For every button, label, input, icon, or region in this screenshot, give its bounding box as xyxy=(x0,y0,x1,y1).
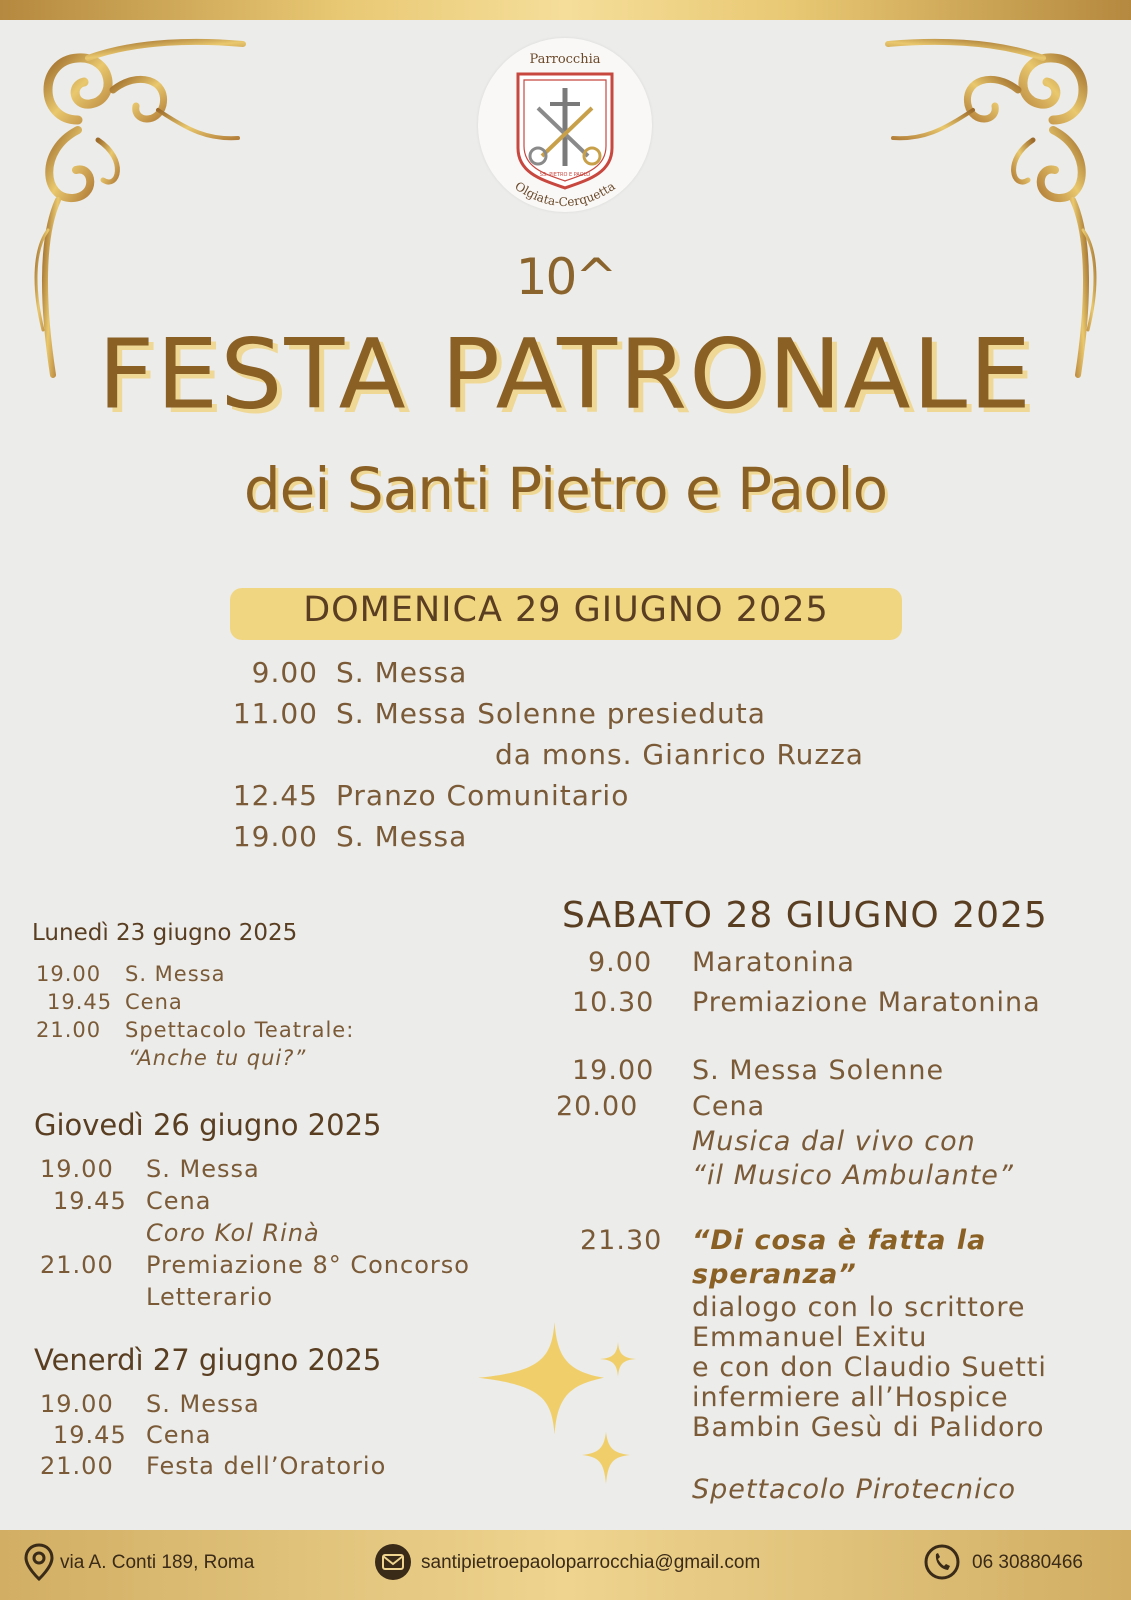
crossed-keys-icon xyxy=(478,38,652,212)
event-text: S. Messa xyxy=(146,1390,260,1418)
page-subtitle: dei Santi Pietro e Paolo xyxy=(243,455,888,523)
event-time: 10.30 xyxy=(572,987,655,1018)
event-text: S. Messa xyxy=(336,656,468,689)
event-time: 19.45 xyxy=(53,1187,127,1215)
footer-phone[interactable]: 06 30880466 xyxy=(972,1552,1083,1573)
event-time: 21.30 xyxy=(580,1225,663,1256)
footer-address: via A. Conti 189, Roma xyxy=(60,1552,255,1573)
event-text: S. Messa xyxy=(125,962,226,986)
event-line: Emmanuel Exitu xyxy=(692,1322,928,1353)
sparkle-icon xyxy=(478,1322,648,1490)
event-time: 20.00 xyxy=(556,1091,639,1122)
event-text: Pranzo Comunitario xyxy=(336,779,630,812)
event-text-continued: Letterario xyxy=(146,1283,274,1311)
envelope-icon xyxy=(374,1542,412,1582)
logo-bottom-text: Olgiata-Cerquetta xyxy=(512,178,618,210)
event-time: 21.00 xyxy=(40,1251,114,1279)
event-time: 11.00 xyxy=(232,697,318,730)
event-highlight-continued: speranza” xyxy=(692,1259,857,1290)
thursday-title: Giovedì 26 giugno 2025 xyxy=(34,1108,382,1142)
event-note: Musica dal vivo con xyxy=(692,1126,976,1157)
event-time: 19.00 xyxy=(36,962,102,986)
event-time: 19.45 xyxy=(47,990,113,1014)
event-time: 9.00 xyxy=(588,947,653,978)
top-gold-bar xyxy=(0,0,1131,20)
event-text: Cena xyxy=(125,990,183,1014)
event-text: Premiazione 8° Concorso xyxy=(146,1251,470,1279)
event-text-continued: da mons. Gianrico Ruzza xyxy=(495,738,864,771)
parish-logo xyxy=(478,38,652,212)
event-text: Festa dell’Oratorio xyxy=(146,1452,387,1480)
event-highlight: “Di cosa è fatta la xyxy=(692,1225,987,1256)
event-time: 19.00 xyxy=(232,820,318,853)
page-title: FESTA PATRONALE xyxy=(97,319,1034,431)
saturday-title: SABATO 28 GIUGNO 2025 xyxy=(562,895,1048,936)
event-text: S. Messa Solenne xyxy=(692,1055,945,1086)
event-line: infermiere all’Hospice xyxy=(692,1382,1009,1413)
event-time: 9.00 xyxy=(251,656,318,689)
event-closing: Spettacolo Pirotecnico xyxy=(692,1474,1016,1505)
event-text: Cena xyxy=(692,1091,766,1122)
event-text: S. Messa xyxy=(146,1155,260,1183)
logo-shield-text: SS. PIETRO E PAOLO xyxy=(539,172,591,178)
event-time: 19.00 xyxy=(572,1055,655,1086)
event-text: Cena xyxy=(146,1187,212,1215)
phone-icon xyxy=(924,1542,960,1582)
event-line: Bambin Gesù di Palidoro xyxy=(692,1412,1045,1443)
event-text: Spettacolo Teatrale: xyxy=(125,1018,355,1042)
event-text: S. Messa Solenne presieduta xyxy=(336,697,766,730)
event-note: “il Musico Ambulante” xyxy=(692,1160,1014,1191)
event-text: Premiazione Maratonina xyxy=(692,987,1041,1018)
event-text: S. Messa xyxy=(336,820,468,853)
event-time: 19.45 xyxy=(53,1421,127,1449)
location-pin-icon xyxy=(22,1542,56,1582)
edition-number: 10^ xyxy=(515,248,616,306)
event-line: dialogo con lo scrittore xyxy=(692,1292,1026,1323)
event-time: 21.00 xyxy=(40,1452,114,1480)
event-text: Cena xyxy=(146,1421,212,1449)
event-time: 21.00 xyxy=(36,1018,102,1042)
event-note: “Anche tu qui?” xyxy=(128,1046,307,1070)
sunday-title: DOMENICA 29 GIUGNO 2025 xyxy=(303,590,829,630)
event-time: 12.45 xyxy=(232,779,318,812)
logo-top-text: Parrocchia xyxy=(529,52,601,67)
event-text: Maratonina xyxy=(692,947,855,978)
event-note: Coro Kol Rinà xyxy=(146,1219,320,1247)
friday-title: Venerdì 27 giugno 2025 xyxy=(34,1343,382,1377)
footer-email[interactable]: santipietroepaoloparrocchia@gmail.com xyxy=(421,1552,761,1573)
event-time: 19.00 xyxy=(40,1155,114,1183)
event-time: 19.00 xyxy=(40,1390,114,1418)
event-line: e con don Claudio Suetti xyxy=(692,1352,1047,1383)
monday-title: Lunedì 23 giugno 2025 xyxy=(32,920,298,946)
footer-bar xyxy=(0,1530,1131,1600)
